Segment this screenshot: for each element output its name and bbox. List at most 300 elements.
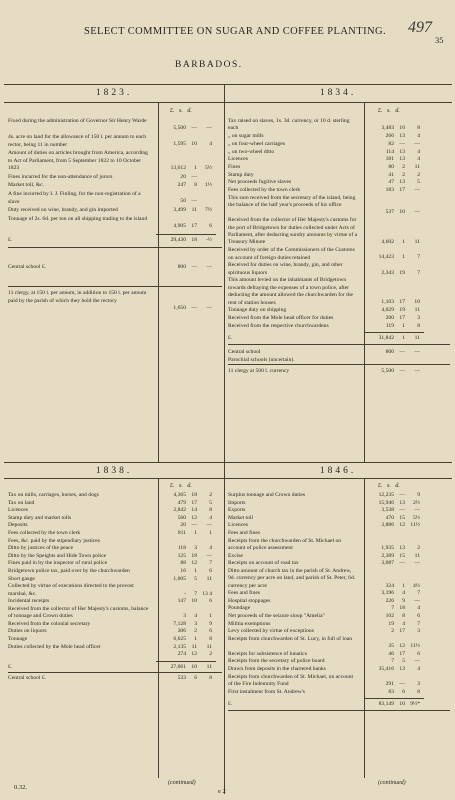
ledger-row-pence: 2 — [209, 651, 212, 658]
ledger-row-pence: 10 — [414, 299, 420, 306]
ledger-row-shillings: 4 — [194, 613, 197, 620]
ledger-row-pence: — — [206, 552, 212, 559]
ledger-row-pence: 7 — [417, 254, 420, 261]
ledger-row-pounds: 181 — [385, 156, 394, 163]
ledger-row-shillings: 1 — [194, 530, 197, 536]
ledger-row-pounds: 118 — [177, 545, 186, 552]
ledger-row-label: Militia exemptions — [228, 620, 271, 627]
ledger-row-pence: 4 — [209, 514, 212, 521]
ledger-row-pounds: 3,499 — [173, 207, 186, 214]
lsd-header-br: £. s. d. — [378, 483, 400, 489]
ledger-row-label: Ditto by the Speights and Hide Town police — [8, 552, 107, 559]
clergy-rule — [8, 286, 222, 287]
section-rule — [228, 710, 450, 711]
ledger-row-shillings: — — [191, 125, 197, 132]
ledger-row-pence: 7 — [417, 590, 420, 597]
ledger-row-pence: 2 — [417, 544, 420, 551]
central-school-row-label: Central school £. — [8, 675, 47, 682]
section-rule — [8, 672, 222, 673]
total-rule — [156, 234, 216, 235]
ledger-row-label: Incidental receipts — [8, 598, 50, 605]
ledger-row-label: Tax raised on slaves, 1s. 3d. currency, or 10 d. sterling each — [228, 118, 350, 132]
ledger-total-row-pence: 11 — [414, 335, 420, 342]
ledger-row-label: Receipts from the churchwarden of St. Michael on account of police assessment — [228, 537, 342, 551]
central-school-row-pounds: 533 — [177, 675, 186, 682]
ledger-row-pounds: 4,365 — [173, 492, 186, 498]
ledger-row-shillings: — — [399, 560, 405, 567]
ledger-row-label: Poundage — [228, 605, 251, 612]
ledger-row-pence: 3 — [417, 680, 420, 687]
ledger-row-pence: 4 — [417, 148, 420, 155]
ledger-row-pounds: 14,423 — [378, 254, 394, 261]
ledger-row-pounds: 3 — [183, 613, 186, 620]
ledger-row-label: Fines paid in by the inspector of rural police — [8, 560, 108, 567]
ledger-row-shillings: 11 — [191, 643, 197, 650]
ledger-row-shillings: 13 — [399, 156, 405, 163]
ledger-row-pence: 1 — [209, 613, 212, 620]
ledger-row-shillings: 18 — [191, 552, 197, 559]
ledger-row-pounds: 7 — [391, 605, 394, 612]
ledger-row-pounds: 35,416 — [378, 666, 394, 672]
ledger-row-pence: — — [206, 125, 212, 132]
ledger-row-pence: — — [414, 187, 420, 193]
ledger-row-pence: 7 — [417, 269, 420, 276]
ledger-row-pounds: 1,103 — [381, 299, 394, 306]
ledger-row-pence: 11 — [206, 643, 212, 650]
ledger-total-row-label: £. — [8, 663, 13, 670]
ledger-row-shillings: 18 — [399, 605, 405, 612]
ledger-row-label: Collected by virtue of executions directed to the provost marshal, &c. — [8, 583, 134, 597]
ledger-row-shillings: 13 — [399, 179, 405, 186]
ledger-row-pence: 6 — [209, 223, 212, 230]
ledger-row-pounds: 83 — [388, 688, 394, 695]
ledger-row-pence: — — [414, 560, 420, 567]
clergy-row-pence: — — [206, 305, 212, 312]
ledger-row-shillings: 10 — [399, 209, 405, 216]
ledger-row-pounds: 247 — [177, 182, 186, 189]
ledger-row-pounds: 50 — [180, 198, 186, 205]
ledger-row-pence: 11½ — [410, 643, 420, 650]
ledger-row-pounds: 274 — [177, 651, 186, 658]
ledger-row-shillings: 5 — [194, 575, 197, 582]
ledger-row-label: Fees and fines — [228, 590, 261, 597]
lsd-header-tr: £. s. d. — [378, 108, 400, 114]
clergy-row-pence: — — [414, 368, 420, 375]
ledger-row-pence: 8 — [417, 322, 420, 329]
ledger-row-pence: 1 — [209, 530, 212, 536]
ledger-row-pence: 3 — [417, 628, 420, 635]
ledger-row-label: Tonnage of 2s. 6d. per ton on all shipping trading to the island — [8, 215, 148, 222]
ledger-row-pounds: 7 — [391, 658, 394, 665]
ledger-row-shillings: 4 — [402, 620, 405, 627]
ledger-row-shillings: 2 — [402, 163, 405, 170]
ledger-row-label: Short gauge — [8, 575, 35, 582]
ledger-row-pounds: 470 — [385, 514, 394, 521]
ledger-row-shillings: 1 — [194, 164, 197, 171]
clergy-rule — [228, 364, 450, 365]
section-rule — [228, 344, 450, 345]
ledger-row-pence: — — [414, 209, 420, 216]
ledger-row-label: A fine incurred by I. J. Finling, for the non-registration of a slave — [8, 191, 141, 205]
ledger-row-shillings: 10 — [191, 598, 197, 605]
ledger-total-row-shillings: 10 — [399, 701, 405, 708]
ledger-row-pounds: 3,087 — [381, 560, 394, 567]
ledger-row-pounds: 226 — [385, 597, 394, 604]
ledger-row-pounds: 2 — [391, 628, 394, 635]
ledger-row-shillings: 3 — [194, 620, 197, 627]
ledger-row-shillings: 9 — [402, 597, 405, 604]
ledger-row-label: This sum received from the secretary of the island, being the balance of the half year's proceeds of his office — [228, 194, 356, 209]
ledger-row-label: Excise — [228, 552, 243, 559]
ledger-total-row-pence: 11 — [206, 663, 212, 670]
ledger-row-pounds: 324 — [385, 582, 394, 589]
ledger-row-pence: 11½ — [410, 522, 420, 529]
ledger-row-pence: 5½ — [205, 164, 212, 171]
ledger-total-row-shillings: 1 — [402, 335, 405, 342]
ledger-row-pounds: 3,886 — [381, 522, 394, 529]
ledger-row-pounds: 102 — [385, 613, 394, 619]
ledger-row-pounds: 3,196 — [381, 590, 394, 597]
ledger-row-label: Amount of duties on articles brought from America, according to Act of Parliament, from 5 September 1822 to 10 October 1823 — [8, 150, 148, 171]
ledger-row-label: Stamp duty — [228, 171, 254, 178]
ledger-total-row-pounds: 83,149 — [378, 701, 394, 708]
ledger-row-pounds: 1,935 — [381, 544, 394, 551]
ledger-row-pounds: 13,612 — [170, 164, 186, 171]
ledger-row-label: Levy collected by virtue of exceptions — [228, 628, 314, 635]
clergy-row-label: 11 clergy at 500 l. currency — [228, 368, 290, 375]
central-school-row-label: Parochial schools (uncertain). — [228, 356, 295, 363]
ledger-row-pence: 4 — [209, 141, 212, 148]
ledger-row-pence: 5 — [209, 499, 212, 506]
ledger-row-label: Licences — [8, 507, 28, 514]
ledger-row-shillings: — — [399, 680, 405, 687]
ledger-row-pounds: 200 — [385, 314, 394, 321]
ledger-row-shillings: — — [191, 173, 197, 180]
ledger-total-row-pounds: 27,061 — [170, 663, 186, 670]
ledger-row-label: Receipts for subsistence of lunatics — [228, 650, 307, 657]
central-school-row-pence: 8 — [209, 675, 212, 682]
ledger-row-shillings: 8 — [402, 613, 405, 619]
ledger-row-pence: 8 — [209, 636, 212, 642]
ledger-row-shillings: 1 — [194, 636, 197, 642]
lsd-header-bl: £. s. d. — [170, 483, 192, 489]
ledger-row-shillings: 12 — [191, 560, 197, 567]
ledger-row-shillings: 1 — [194, 568, 197, 574]
ledger-row-pence: — — [414, 597, 420, 604]
ledger-row-pence: 11 — [206, 575, 212, 582]
ledger-row-label: Fees and fines — [228, 530, 261, 536]
ledger-row-label: „ on four-wheel carriages — [228, 140, 285, 147]
ledger-row-pounds: 560 — [177, 514, 186, 521]
ledger-row-pounds: 119 — [385, 322, 394, 329]
ledger-row-shillings: 3 — [194, 545, 197, 552]
ledger-row-label: Duties on liquors — [8, 628, 47, 635]
ledger-row-pence: 4 — [417, 605, 420, 612]
ledger-row-label: Received from the collector of Her Majesty's customs for the port of Bridgetown for duties collected under Acts of Parliament, after deducting sundry amounts by virtue of a Treasury Minute — [228, 217, 358, 246]
ledger-row-pounds: 5,500 — [173, 125, 186, 132]
ledger-row-pence: 3 — [417, 314, 420, 321]
ledger-row-label: This amount levied on the inhabitants of Bridgetown towards defraying the expenses of a town police, after deducting the amount allowed the churchwarden for the rent of station houses — [228, 277, 354, 306]
ledger-row-pounds: 3,483 — [381, 125, 394, 132]
ledger-row-shillings: 13 — [399, 148, 405, 155]
ledger-row-label: Received from the respective churchwardens — [228, 322, 329, 329]
ledger-row-shillings: 13 — [399, 499, 405, 506]
clergy-row-pounds: 1,650 — [173, 305, 186, 312]
ledger-row-shillings: 19 — [399, 307, 405, 314]
ledger-row-label: Received from the collector of Her Majesty's customs, balance of tonnage and Crown duties — [8, 605, 149, 620]
ledger-row-label: Net proceeds of the seizure sloop "Amelia" — [228, 613, 325, 619]
ledger-row-label: „ on sugar mills — [228, 133, 264, 140]
ledger-row-pence: 4 — [417, 666, 420, 672]
ledger-row-label: Fees, &c. paid by the stipendiary justices — [8, 537, 100, 544]
table-1846 — [228, 492, 450, 782]
ledger-row-shillings: 2 — [402, 171, 405, 178]
ledger-row-pence: 7½ — [205, 207, 212, 214]
ledger-row-shillings: 17 — [399, 628, 405, 635]
central-school-row-pounds: 800 — [385, 349, 394, 355]
ledger-total-row-shillings: 10 — [191, 663, 197, 670]
total-rule — [364, 698, 424, 699]
ledger-row-label: 4s. acre on land for the allowance of 150 l. per annum to each rector, being 11 in number — [8, 134, 147, 148]
ledger-row-label: Tonnage duty on shipping — [228, 307, 287, 314]
ledger-row-pounds: 291 — [385, 680, 394, 687]
ledger-row-pence: 4 — [209, 545, 212, 552]
ledger-row-pence: 11 — [414, 239, 420, 246]
ledger-row-pounds: 306 — [177, 628, 186, 635]
page-header-title: SELECT COMMITTEE ON SUGAR AND COFFEE PLANTING. — [83, 26, 386, 37]
ledger-row-pence: 6 — [209, 568, 212, 574]
ledger-row-shillings: 1 — [402, 254, 405, 261]
ledger-row-label: Received by order of the Commissioners of the Customs on account of foreign duties retained — [228, 247, 355, 261]
ledger-row-label: Surplus tonnage and Crown duties — [228, 492, 306, 498]
ledger-total-row-shillings: 18 — [191, 237, 197, 243]
ledger-row-shillings: 15 — [399, 514, 405, 521]
ledger-row-pounds: 20 — [180, 173, 186, 180]
ledger-row-label: „ on two-wheel ditto — [228, 148, 275, 155]
ledger-row-pounds: 20 — [180, 522, 186, 529]
ledger-row-shillings: 1 — [402, 322, 405, 329]
page-number: 497 — [408, 19, 432, 36]
central-school-row-pounds: 800 — [177, 263, 186, 270]
ledger-row-shillings: 12 — [191, 651, 197, 658]
ledger-row-shillings: 15 — [399, 552, 405, 559]
ledger-row-pounds: 2,842 — [173, 507, 186, 514]
ledger-row-pence: 1½ — [205, 182, 212, 189]
clergy-row-label: 11 clergy, at 150 l. per annum, in addition to 150 l. per annum paid by the parish of which they hold the rectory — [8, 290, 147, 304]
central-school-row-pence: — — [206, 263, 212, 270]
ledger-row-label: Fines — [228, 163, 241, 170]
ledger-row-pence: 6 — [417, 613, 420, 619]
ledger-total-row-label: £. — [8, 237, 13, 243]
ledger-row-label: Fees collected by the town clerk — [8, 530, 81, 536]
ledger-row-pounds: 2,343 — [381, 269, 394, 276]
ledger-row-label: First instalment from St. Andrew's — [228, 688, 305, 695]
ledger-row-pence: 2 — [209, 492, 212, 498]
ledger-row-pounds: 16 — [180, 568, 186, 574]
continued-right: (continued) — [378, 780, 406, 786]
ledger-row-shillings: 2 — [194, 628, 197, 635]
ledger-row-pounds: 479 — [177, 499, 186, 506]
ledger-row-pence: 8 — [417, 125, 420, 132]
total-rule — [364, 332, 424, 333]
ledger-total-row-pounds: 29,430 — [170, 237, 186, 243]
ledger-row-pounds: 266 — [385, 133, 394, 140]
ledger-row-label: Licences — [228, 522, 248, 529]
ledger-row-label: Licences — [228, 156, 248, 163]
ledger-total-row-pence: 9½* — [410, 701, 420, 708]
clergy-row-shillings: — — [191, 305, 197, 312]
year-1834: 1834. — [319, 88, 357, 98]
ledger-row-pence: 6 — [209, 628, 212, 635]
ledger-row-pounds: 4,029 — [381, 307, 394, 314]
page-sub-number: 35 — [435, 35, 444, 45]
ledger-row-shillings: 17 — [191, 499, 197, 506]
ledger-row-shillings: 14 — [191, 507, 197, 514]
ledger-row-pence: 4½ — [413, 582, 420, 589]
ledger-row-shillings: 8 — [194, 182, 197, 189]
ledger-row-pence: 13 4 — [202, 590, 212, 597]
ledger-row-label: Receipts from churchwarden of St. Michael, on account of the Fire Indemnity Fund — [228, 673, 354, 687]
ledger-row-label: Received from the Mole head officer for duties — [228, 314, 334, 321]
ledger-row-label: Deposits — [8, 522, 28, 529]
ledger-row-pounds: 46 — [388, 650, 394, 657]
ledger-row-label: Receipts from churchwarden of St. Lucy, in full of loan — [228, 635, 353, 642]
ledger-row-label: Tax on land — [8, 499, 35, 506]
ledger-row-pounds: 80 — [388, 163, 394, 170]
year-rule-top — [4, 102, 452, 103]
footer-signature: e 2 — [218, 788, 226, 795]
ledger-row-pence: — — [414, 140, 420, 147]
ledger-row-shillings: 17 — [399, 187, 405, 193]
ledger-row-pounds: 88 — [180, 560, 186, 567]
year-1846: 1846. — [319, 466, 357, 476]
ledger-row-pounds: 12,235 — [378, 492, 394, 498]
ledger-row-shillings: 12 — [399, 643, 405, 650]
section-rule — [8, 247, 222, 248]
central-school-row-label: Central school — [228, 349, 261, 355]
ledger-row-shillings: 16 — [399, 125, 405, 132]
ledger-row-label: Market toll — [228, 514, 254, 521]
ledger-row-pounds: 19 — [388, 620, 394, 627]
ledger-total-row-label: £. — [228, 701, 233, 708]
ledger-row-shillings: 13 — [399, 544, 405, 551]
ledger-row-label: Market toll, &c. — [8, 182, 45, 189]
ledger-row-label: Stamp duty and market tolls — [8, 514, 72, 521]
ledger-row-shillings: 10 — [191, 141, 197, 148]
ledger-row-pounds: 82 — [388, 140, 394, 147]
continued-left: (continued) — [168, 780, 196, 786]
clergy-row-pounds: 5,500 — [381, 368, 394, 375]
ledger-row-shillings: 17 — [191, 223, 197, 230]
table-1838 — [8, 492, 222, 782]
ledger-row-label: Drawn from deposits in the chartered banks — [228, 666, 326, 672]
ledger-row-pence: 2½ — [413, 499, 420, 506]
ledger-row-label: Fixed during the administration of Governor Sir Henry Warde — [8, 118, 147, 124]
ledger-row-pence: 9 — [417, 492, 420, 498]
ledger-row-pence: 8 — [417, 688, 420, 695]
ledger-row-pence: 7 — [417, 620, 420, 627]
year-1823: 1823. — [95, 88, 133, 98]
ledger-row-pounds: 6,625 — [173, 636, 186, 642]
central-school-row-shillings: 6 — [194, 675, 197, 682]
ledger-row-shillings: 6 — [402, 688, 405, 695]
ledger-row-label: Receipts from the secretary of police board — [228, 658, 325, 665]
table-1823 — [8, 118, 222, 462]
ledger-row-shillings: 12 — [191, 514, 197, 521]
ledger-row-shillings: 17 — [399, 299, 405, 306]
ledger-row-label: Net proceeds fugitive slaves — [228, 179, 292, 186]
ledger-row-pounds: 811 — [177, 530, 186, 536]
ledger-row-shillings: 17 — [399, 650, 405, 657]
ledger-row-label: Duty received on wine, brandy, and gin imported — [8, 207, 118, 214]
ledger-row-label: Tonnage — [8, 636, 28, 642]
ledger-row-pounds: 125 — [177, 552, 186, 559]
ledger-row-pounds: - — [184, 590, 186, 597]
ledger-row-pence: 6 — [417, 650, 420, 657]
ledger-row-label: Hospital stoppages — [228, 597, 271, 604]
ledger-row-shillings: 4 — [402, 590, 405, 597]
ledger-row-pence: — — [414, 658, 420, 665]
ledger-row-pounds: 147 — [177, 598, 186, 605]
ledger-row-pounds: 4,602 — [381, 239, 394, 246]
ledger-row-shillings: 13 — [399, 133, 405, 140]
lsd-header-tl: £. s. d. — [170, 108, 192, 114]
ledger-row-pence: 11 — [414, 552, 420, 559]
ledger-row-pounds: 1,005 — [173, 575, 186, 582]
ledger-row-pence: 9 — [209, 620, 212, 627]
ledger-row-shillings: 12 — [399, 522, 405, 529]
ledger-row-label: Tax on mills, carriages, horses, and dogs — [8, 492, 99, 498]
mid-rule — [4, 462, 452, 463]
ledger-row-pounds: 35 — [388, 643, 394, 650]
ledger-row-label: Bridgetown police tax, paid over by the churchwarden — [8, 568, 130, 574]
ledger-row-pounds: 183 — [385, 187, 394, 193]
total-rule — [156, 661, 216, 662]
ledger-row-pounds: 1,595 — [173, 141, 186, 148]
ledger-row-pence: 5½ — [413, 514, 420, 521]
ledger-row-shillings: 7 — [194, 590, 197, 597]
ledger-row-label: Received for duties on wine, brandy, gin, and other spirituous liquors — [228, 262, 343, 276]
ledger-row-shillings: 19 — [399, 269, 405, 276]
section-title: BARBADOS. — [175, 60, 243, 70]
ledger-row-label: Receipts on account of road tax — [228, 560, 299, 567]
ledger-total-row-pence: -½ — [205, 237, 212, 243]
ledger-row-pence: 7 — [209, 560, 212, 567]
central-school-row-label: Central school £. — [8, 263, 47, 270]
ledger-row-pounds: 537 — [385, 209, 394, 216]
ledger-row-label: Fines incurred for the non-attendance of jurors — [8, 173, 113, 180]
central-school-row-pence: — — [414, 349, 420, 355]
ledger-row-shillings: 17 — [399, 314, 405, 321]
ledger-row-pence: 11 — [414, 163, 420, 170]
ledger-row-pence: 4 — [417, 156, 420, 163]
ledger-total-row-label: £. — [228, 335, 233, 342]
central-school-row-shillings: — — [399, 349, 405, 355]
ledger-row-label: Exports — [228, 507, 246, 514]
ledger-row-pounds: 15,946 — [378, 499, 394, 506]
center-divider — [224, 84, 225, 794]
ledger-row-shillings: 11 — [191, 207, 197, 214]
ledger-row-pounds: 4,905 — [173, 223, 186, 230]
central-school-row-shillings: — — [191, 263, 197, 270]
ledger-row-shillings: 18 — [191, 492, 197, 498]
ledger-row-pounds: 3,538 — [381, 507, 394, 514]
footer-left-code: 0.32. — [14, 784, 27, 791]
ledger-row-shillings: 1 — [402, 239, 405, 246]
ledger-row-pounds: 7,128 — [173, 620, 186, 627]
ledger-row-pounds: 114 — [385, 148, 394, 155]
ledger-row-shillings: 13 — [399, 666, 405, 672]
